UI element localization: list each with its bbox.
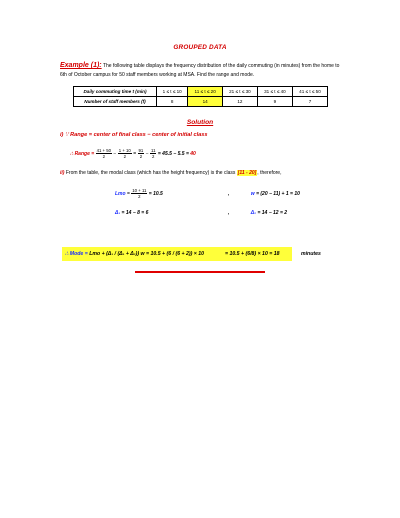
solution-heading: Solution <box>186 119 214 126</box>
table-row <box>74 97 328 107</box>
lmo-label: Lmo <box>115 190 126 197</box>
fraction: $\frac{91}{2}$ <box>138 148 144 159</box>
table-row-header: Daily commuting time t (min) <box>74 87 157 97</box>
fraction: $\frac{10 + 11}{2}$ <box>132 188 147 199</box>
class-cell: 31 ≤ t ≤ 40 <box>257 87 292 97</box>
range-definition <box>60 132 208 138</box>
range-result: = 45.5 − 5.5 = <box>157 150 189 157</box>
example-label: Example (1): <box>60 62 102 69</box>
delta1-label: Δ₁ <box>115 210 121 216</box>
frequency-table <box>73 86 328 107</box>
delta2-label: Δ₂ <box>250 210 257 216</box>
class-cell: 41 ≤ t ≤ 50 <box>292 87 327 97</box>
fraction: $\frac{1 + 10}{2}$ <box>118 148 131 159</box>
table-row-header: Number of staff members (f) <box>74 97 157 107</box>
freq-cell: 7 <box>292 97 327 107</box>
mode-calculation <box>65 251 204 257</box>
table-row <box>74 87 328 97</box>
range-def-text: ∵ Range = center of final class − center of initial class <box>64 132 208 138</box>
mode-result <box>225 251 321 257</box>
mode-sub2: = 10.5 + (6/8) × 10 = 18 <box>225 251 280 257</box>
class-cell: 21 ≤ t ≤ 30 <box>222 87 257 97</box>
w-label: w <box>250 191 255 197</box>
range-lhs: ∴ Range = <box>70 150 95 157</box>
class-cell: 1 ≤ t ≤ 10 <box>157 87 188 97</box>
mode-unit: minutes <box>300 251 321 257</box>
mode-lhs: ∴ Mode = <box>65 251 88 257</box>
modal-class-statement: ii) From the table, the modal class (which has the height frequency) is the class [11 - 20], therefore, <box>60 170 282 176</box>
part2-label: ii) <box>60 170 65 176</box>
range-answer: 40 <box>190 150 196 157</box>
mode-sub1: = 10.5 + (6 / (6 + 2)) × 10 <box>146 251 205 257</box>
example-intro <box>60 61 345 80</box>
modal-class: [11 - 20] <box>237 170 257 176</box>
part1-label: i) <box>60 132 64 138</box>
mode-formula: Lmo + (Δ₁ / (Δ₁ + Δ₂)) w <box>89 251 145 257</box>
page-title: GROUPED DATA <box>173 44 227 51</box>
freq-cell: 8 <box>157 97 188 107</box>
freq-cell: 12 <box>222 97 257 107</box>
fraction: $\frac{11}{2}$ <box>151 148 156 159</box>
example-text: The following table displays the frequency distribution of the daily commuting (in minutes) from the home to 6th of October campus for 50 staff members working at MSA. Find the range and mode. <box>60 63 340 78</box>
width-calculation: , w = (20 − 11) + 1 = 10 <box>228 191 300 197</box>
freq-cell-modal: 14 <box>188 97 223 107</box>
lmo-calculation: Lmo = $\frac{10 + 11}{2}$ = 10.5 <box>115 188 163 199</box>
range-calculation: ∴ Range = $\frac{41 + 50}{2}$ − $\frac{1 + 10}{2}$ = $\frac{91}{2}$ − $\frac{11}{2}$ = 45.5 − 5.5 = 40 <box>70 148 196 159</box>
freq-cell: 9 <box>257 97 292 107</box>
fraction: $\frac{41 + 50}{2}$ <box>96 148 112 159</box>
delta1-calculation: Δ₁ = 14 − 8 = 6 <box>115 210 149 216</box>
divider-line <box>135 271 265 273</box>
delta2-calculation: , Δ₂ = 14 − 12 = 2 <box>228 210 288 216</box>
class-cell-modal: 11 ≤ t ≤ 20 <box>188 87 223 97</box>
